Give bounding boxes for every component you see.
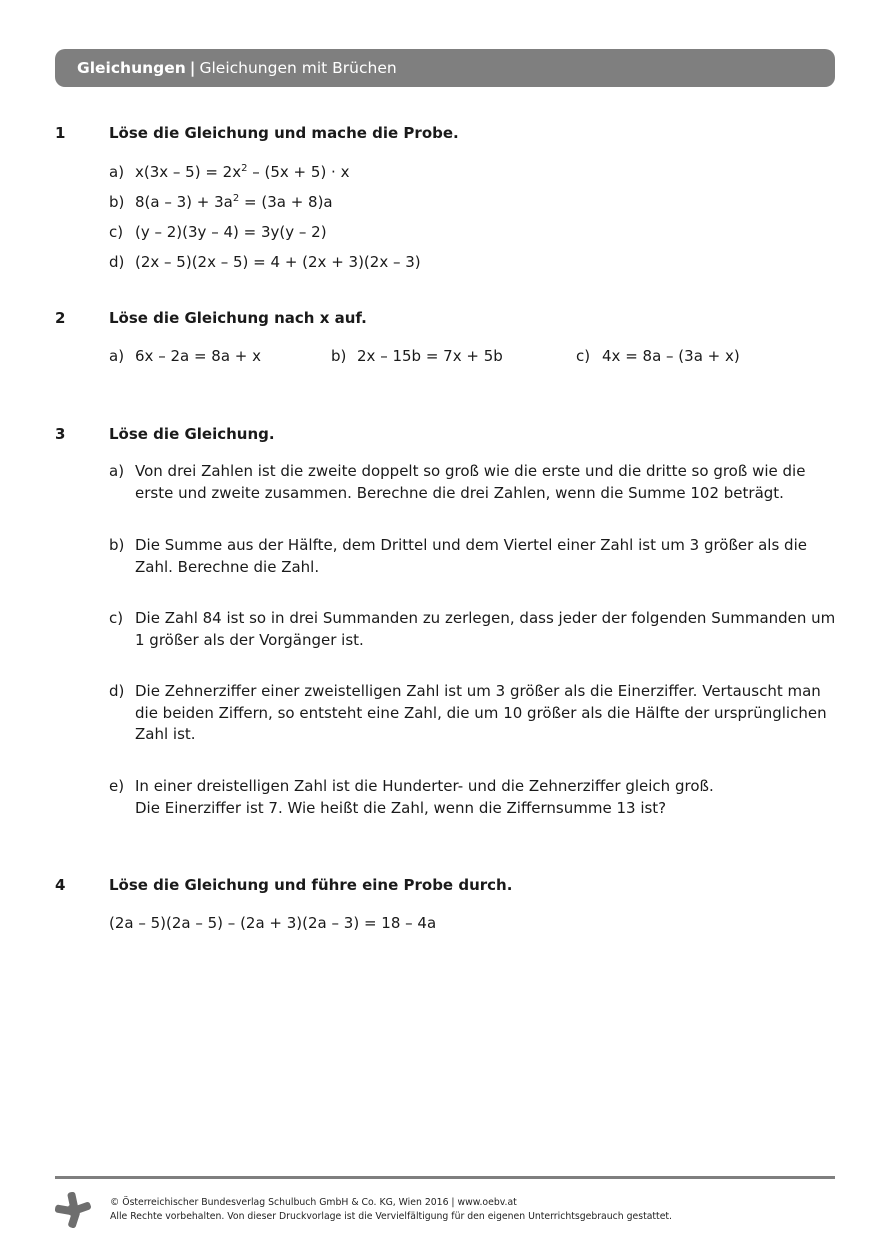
equation: (y – 2)(3y – 4) = 3y(y – 2) [135, 223, 327, 241]
header-subtopic: Gleichungen mit Brüchen [199, 59, 397, 77]
header-bar [55, 49, 835, 87]
task-1-item-a [109, 161, 349, 183]
equation-part: x(3x – 5) = 2x [135, 163, 242, 181]
publisher-logo-icon [55, 1192, 91, 1228]
equation-part: = (3a + 8)a [239, 193, 333, 211]
word-problem-line: In einer dreistelligen Zahl ist die Hunderter- und die Zehnerziffer gleich groß. [135, 777, 714, 795]
equation-part: 8(a – 3) + 3a [135, 193, 233, 211]
task-3-item-b [109, 535, 839, 578]
item-label: b) [331, 347, 347, 365]
equation: 6x – 2a = 8a + x [135, 347, 262, 365]
item-label: e) [109, 777, 125, 795]
task-1-number: 1 [55, 124, 66, 142]
task-2-number: 2 [55, 309, 66, 327]
task-1-item-d [109, 251, 421, 273]
header-separator: | [189, 59, 196, 77]
task-4-equation: (2a – 5)(2a – 5) – (2a + 3)(2a – 3) = 18 – 4a [109, 914, 437, 932]
task-3-number: 3 [55, 425, 66, 443]
equation: (2x – 5)(2x – 5) = 4 + (2x + 3)(2x – 3) [135, 253, 421, 271]
equation-part: – (5x + 5) · x [247, 163, 350, 181]
exponent: 2 [241, 163, 248, 174]
footer-copyright: © Österreichischer Bundesverlag Schulbuch GmbH & Co. KG, Wien 2016 | www.oebv.at [110, 1197, 517, 1208]
word-problem-text: Die Zehnerziffer einer zweistelligen Zahl ist um 3 größer als die Einerziffer. Vertauscht man die beiden Ziffern, so entsteht eine Zahl, die um 10 größer als die Hälfte der ursprünglichen Zahl ist. [135, 682, 827, 743]
task-3-item-d [109, 681, 839, 746]
task-1-item-b [109, 191, 333, 213]
item-label: a) [109, 163, 125, 181]
task-3-item-a [109, 461, 839, 504]
item-label: a) [109, 347, 125, 365]
item-label: d) [109, 253, 125, 271]
task-3-item-e [109, 776, 839, 819]
equation: 2x – 15b = 7x + 5b [357, 347, 503, 365]
footer-divider [55, 1176, 835, 1179]
item-label: c) [576, 347, 591, 365]
exponent: 2 [232, 193, 240, 204]
item-label: b) [109, 536, 125, 554]
footer-text [110, 1196, 672, 1223]
item-label: d) [109, 682, 125, 700]
header-topic: Gleichungen [77, 59, 186, 77]
footer-rights: Alle Rechte vorbehalten. Von dieser Druckvorlage ist die Vervielfältigung für den eigenen Unterrichtsgebrauch gestattet. [110, 1210, 673, 1222]
item-label: c) [109, 223, 124, 241]
item-label: c) [109, 609, 124, 627]
task-2-item-c [576, 345, 740, 367]
equation: 4x = 8a – (3a + x) [602, 347, 740, 365]
task-4-title: Löse die Gleichung und führe eine Probe durch. [109, 876, 513, 894]
task-2-title: Löse die Gleichung nach x auf. [109, 309, 367, 327]
task-2-item-a [109, 345, 261, 367]
task-1-item-c [109, 221, 327, 243]
item-label: a) [109, 462, 125, 480]
word-problem-text: Von drei Zahlen ist die zweite doppelt so groß wie die erste und die dritte so groß wie die erste und zweite zusammen. Berechne die drei Zahlen, wenn die Summe 102 beträgt. [135, 462, 806, 502]
word-problem-line: Die Einerziffer ist 7. Wie heißt die Zahl, wenn die Ziffernsumme 13 ist? [135, 798, 667, 817]
word-problem-text: Die Summe aus der Hälfte, dem Drittel und dem Viertel einer Zahl ist um 3 größer als die Zahl. Berechne die Zahl. [135, 536, 807, 576]
task-3-title: Löse die Gleichung. [109, 425, 275, 443]
task-1-title: Löse die Gleichung und mache die Probe. [109, 124, 459, 142]
item-label: b) [109, 193, 125, 211]
task-2-item-b [331, 345, 503, 367]
task-3-item-c [109, 608, 839, 651]
task-4-number: 4 [55, 876, 66, 894]
word-problem-text: Die Zahl 84 ist so in drei Summanden zu zerlegen, dass jeder der folgenden Summanden um 1 größer als der Vorgänger ist. [135, 609, 836, 649]
word-problem-text [135, 776, 839, 819]
